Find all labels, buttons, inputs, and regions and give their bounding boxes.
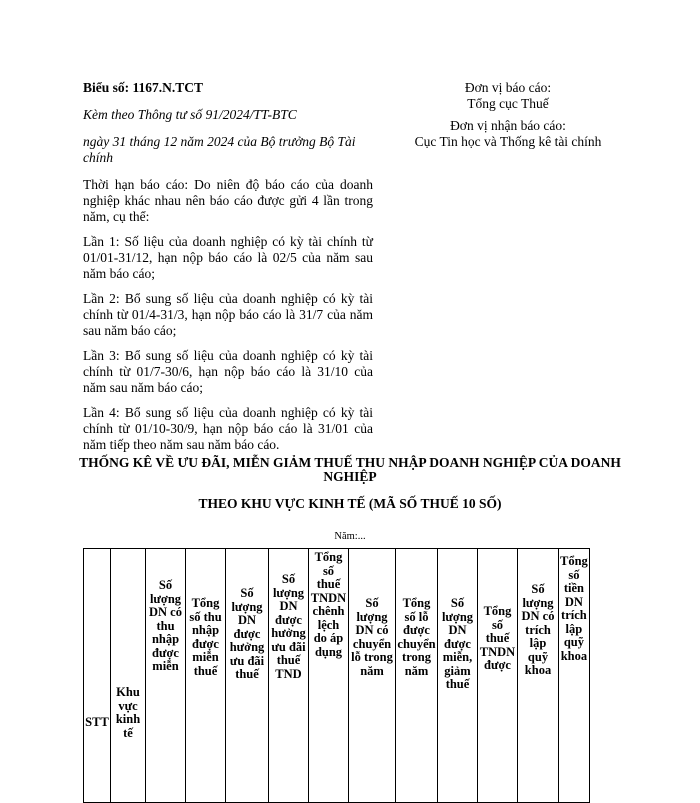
- column-header: Khu vực kinh tế: [111, 549, 146, 803]
- column-header: Số lượng DN có chuyển lỗ trong năm: [349, 549, 396, 803]
- column-header: Tổng số lỗ được chuyển trong năm: [396, 549, 438, 803]
- column-header: Số lượng DN được miễn, giảm thuế: [438, 549, 478, 803]
- column-header: Số lượng DN có thu nhập được miễn: [146, 549, 186, 803]
- report-subtitle: THEO KHU VỰC KINH TẾ (MÃ SỐ THUẾ 10 SỐ): [198, 496, 502, 511]
- column-header: Số lượng DN được hưởng ưu đãi thuế TND: [269, 549, 309, 803]
- report-title: THỐNG KÊ VỀ ƯU ĐÃI, MIỄN GIẢM THUẾ THU NHẬP DOANH NGHIỆP CỦA DOANH NGHIỆP: [79, 455, 621, 484]
- issued-date: ngày 31 tháng 12 năm 2024 của Bộ trưởng Bộ Tài chính: [83, 134, 356, 165]
- deadline-intro: Thời hạn báo cáo: Do niên độ báo cáo của doanh nghiệp khác nhau nên báo cáo được gửi 4 lần trong năm, cụ thể:: [83, 177, 373, 224]
- receiving-unit: Cục Tin học và Thống kê tài chính: [414, 134, 602, 149]
- reporting-unit-label: Đơn vị báo cáo:: [464, 80, 552, 95]
- reporting-unit: Tổng cục Thuế: [467, 96, 549, 111]
- form-header-left: [83, 80, 373, 462]
- form-number: Biểu số: 1167.N.TCT: [83, 80, 204, 95]
- deadline-item-2: Lần 2: Bổ sung số liệu của doanh nghiệp có kỳ tài chính từ 01/4-31/3, hạn nộp báo cáo là 31/7 của năm sau năm báo cáo;: [83, 291, 373, 338]
- column-header: Tổng số tiền DN trích lập quỹ khoa: [559, 549, 590, 803]
- column-header: Tổng số thuế TNDN chênh lệch do áp dụng: [309, 549, 349, 803]
- report-year: Năm:...: [334, 531, 366, 542]
- deadline-item-1: Lần 1: Số liệu của doanh nghiệp có kỳ tài chính từ 01/01-31/12, hạn nộp báo cáo là 02/5 của năm sau năm báo cáo;: [83, 234, 373, 281]
- column-header: Tổng số thu nhập được miễn thuế: [186, 549, 226, 803]
- form-header-right: [383, 80, 633, 150]
- deadline-item-4: Lần 4: Bổ sung số liệu của doanh nghiệp có kỳ tài chính từ 01/10-30/9, hạn nộp báo cáo là 31/01 của năm tiếp theo năm sau năm báo cáo.: [83, 405, 373, 452]
- column-header: Số lượng DN được hưởng ưu đãi thuế: [226, 549, 269, 803]
- column-header: Tổng số thuế TNDN được: [478, 549, 518, 803]
- attached-circular: Kèm theo Thông tư số 91/2024/TT-BTC: [83, 107, 297, 122]
- table-header-row: [84, 549, 590, 803]
- column-header: STT: [84, 549, 111, 803]
- column-header: Số lượng DN có trích lập quỹ khoa: [518, 549, 559, 803]
- receiving-unit-label: Đơn vị nhận báo cáo:: [450, 118, 566, 133]
- statistics-table: [83, 548, 590, 803]
- deadline-item-3: Lần 3: Bổ sung số liệu của doanh nghiệp có kỳ tài chính từ 01/7-30/6, hạn nộp báo cáo là 31/10 của năm sau năm báo cáo;: [83, 348, 373, 395]
